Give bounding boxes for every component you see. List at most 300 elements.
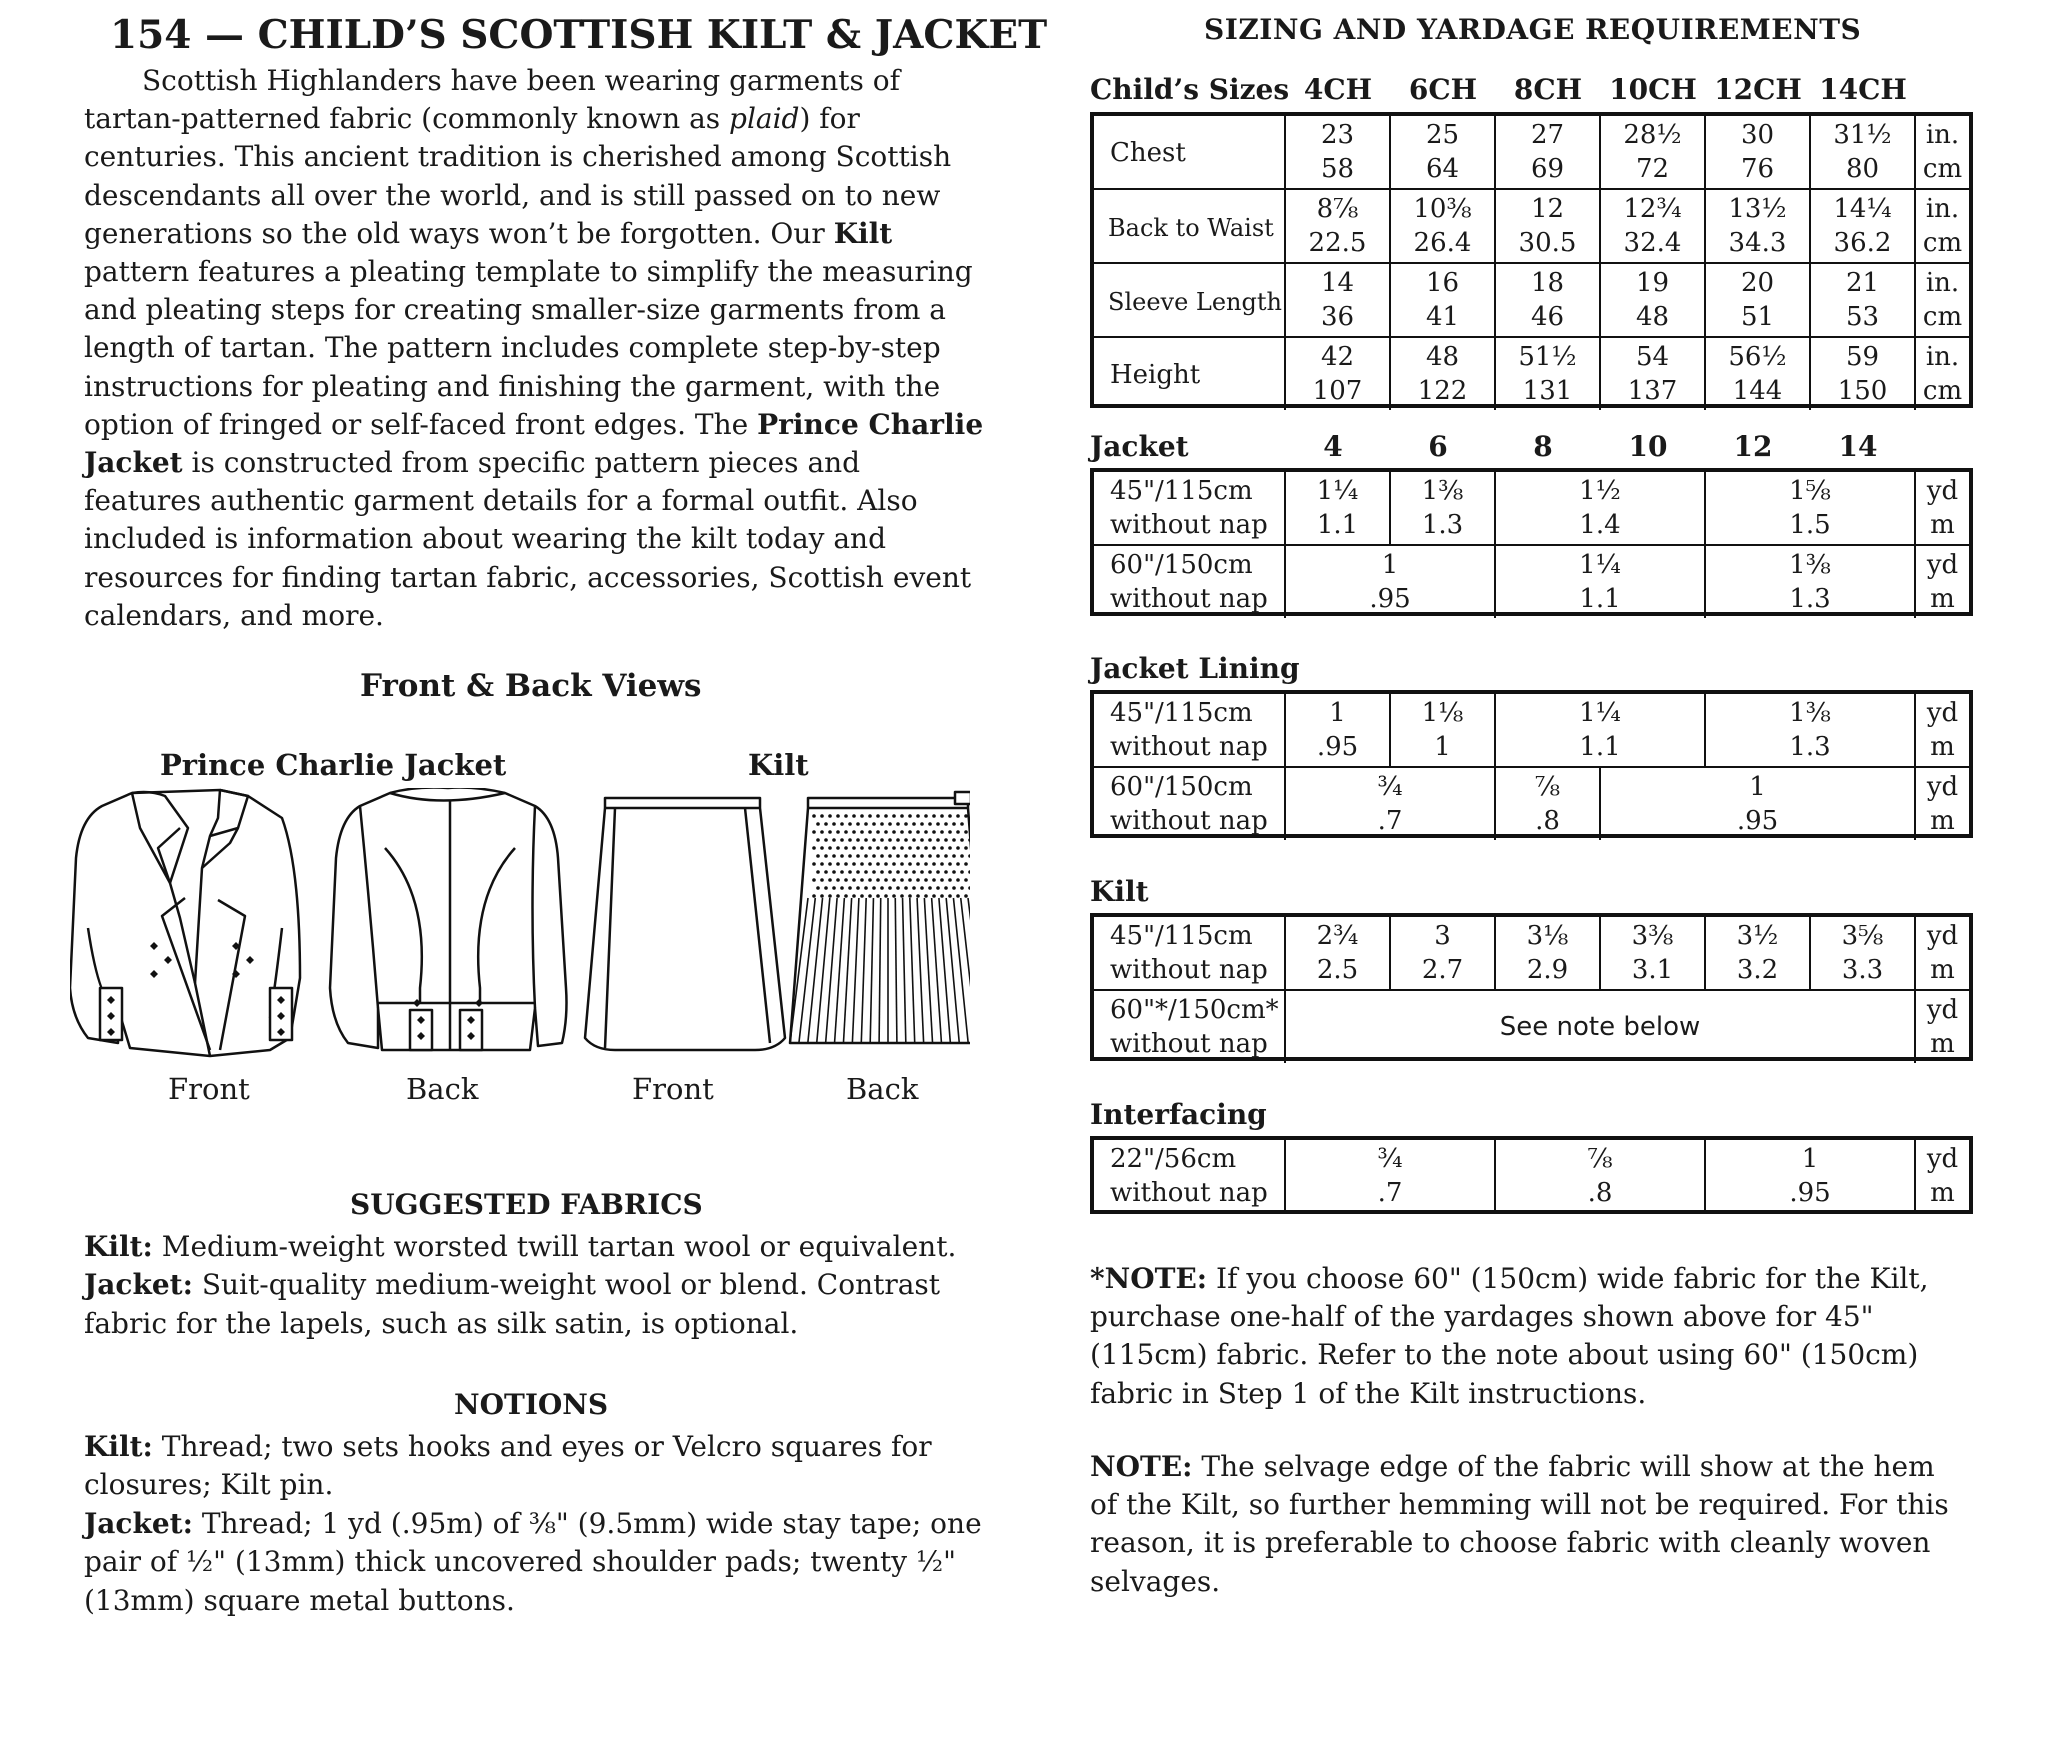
- kilt-table: [1090, 913, 1973, 1061]
- kilt-tartan-dot: [952, 870, 956, 874]
- kilt-tartan-dot: [936, 838, 940, 842]
- kilt-tartan-dot: [836, 862, 840, 866]
- interfacing-label: Interfacing: [1090, 1098, 1267, 1131]
- kilt-tartan-dot: [920, 886, 924, 890]
- kilt-tartan-dot: [960, 854, 964, 858]
- kilt-tartan-dot: [884, 878, 888, 882]
- cell-yd: 1: [1381, 550, 1399, 580]
- see-note-below: See note below: [1284, 991, 1914, 1063]
- size-col-4ch: 4CH: [1303, 73, 1373, 106]
- kilt-tartan-dot: [820, 894, 824, 898]
- cell-m: .8: [1535, 806, 1560, 836]
- notions-jacket-text: Thread; 1 yd (.95m) of ⅜" (9.5mm) wide stay tape; one pair of ½" (13mm) thick uncovered shoulder pads; twenty ½" (13mm) square metal buttons.: [84, 1506, 982, 1617]
- kilt-tartan-dot: [908, 878, 912, 882]
- kilt-tartan-dot: [912, 854, 916, 858]
- cell-m: .7: [1377, 806, 1403, 836]
- kilt-tartan-dot: [944, 870, 948, 874]
- cell-yd: 1¼: [1316, 476, 1359, 506]
- cell-in: 54: [1635, 342, 1670, 372]
- views-heading: Front & Back Views: [360, 668, 702, 704]
- cell-m: 1.1: [1579, 732, 1621, 762]
- cell-in: 27: [1530, 120, 1565, 150]
- cell-yd: 1⅜: [1789, 550, 1831, 580]
- cell-in: 48: [1425, 342, 1460, 372]
- width-label: 60"/150cm: [1110, 550, 1253, 580]
- kilt-tartan-dot: [916, 862, 920, 866]
- kilt-tartan-dot: [924, 814, 928, 818]
- cell-in: 16: [1425, 268, 1460, 298]
- cell-yd: 1⅜: [1421, 476, 1464, 506]
- cell-cm: 30.5: [1518, 228, 1577, 258]
- kilt-tartan-dot: [828, 878, 832, 882]
- kilt-tartan-dot: [888, 838, 892, 842]
- kilt-tartan-dot: [860, 814, 864, 818]
- cell-in: 20: [1740, 268, 1775, 298]
- kilt-tartan-dot: [856, 854, 860, 858]
- cell-cm: 41: [1425, 302, 1460, 332]
- kilt-tartan-dot: [880, 822, 884, 826]
- kilt-tartan-dot: [820, 830, 824, 834]
- kilt-tartan-dot: [880, 854, 884, 858]
- interfacing-row-22: [1094, 1140, 1969, 1212]
- kilt-tartan-dot: [844, 878, 848, 882]
- kilt-tartan-dot: [872, 838, 876, 842]
- cell-m: 1.5: [1789, 510, 1831, 540]
- kilt-tartan-dot: [872, 822, 876, 826]
- cell-m: 3.3: [1841, 955, 1884, 985]
- kilt-tartan-dot: [896, 838, 900, 842]
- lining-label: Jacket Lining: [1090, 652, 1300, 685]
- cell-yd: 1⅛: [1421, 698, 1464, 728]
- kilt-tartan-dot: [900, 846, 904, 850]
- note2-label: NOTE:: [1090, 1450, 1193, 1483]
- cell-in: 31½: [1833, 120, 1892, 150]
- unit-cm: cm: [1922, 154, 1963, 184]
- intro-prince-charlie: Prince Charlie Jacket: [84, 407, 984, 480]
- cell-m: 2.9: [1526, 955, 1569, 985]
- kilt-tartan-dot: [932, 878, 936, 882]
- lining-row-60: [1094, 766, 1969, 840]
- kilt-tartan-dot: [812, 814, 816, 818]
- nap-label: without nap: [1110, 732, 1268, 762]
- kilt-tartan-dot: [824, 886, 828, 890]
- unit-yd: yd: [1926, 1144, 1959, 1174]
- kilt-tartan-dot: [940, 830, 944, 834]
- fabrics-kilt-label: Kilt:: [84, 1230, 153, 1263]
- kilt-tartan-dot: [888, 870, 892, 874]
- kilt-tartan-dot: [920, 870, 924, 874]
- kilt-tartan-dot: [852, 894, 856, 898]
- unit-cm: cm: [1922, 376, 1963, 406]
- kilt-tartan-dot: [844, 894, 848, 898]
- cell-m: .95: [1789, 1178, 1831, 1208]
- note1-text: If you choose 60" (150cm) wide fabric for the Kilt, purchase one-half of the yardages shown above for 45" (115cm) fabric. Refer to the note about using 60" (150cm) fabric in Step 1 of the Kilt instructions.: [1090, 1262, 1929, 1410]
- kilt-tartan-dot: [840, 838, 844, 842]
- kilt-tartan-dot: [924, 894, 928, 898]
- kilt-tartan-dot: [816, 838, 820, 842]
- kilt-tartan-dot: [884, 814, 888, 818]
- unit-yd: yd: [1926, 476, 1959, 506]
- page-title: 154 — CHILD’S SCOTTISH KILT & JACKET: [110, 12, 1048, 58]
- row-label: Height: [1110, 360, 1201, 390]
- kilt-tartan-dot: [860, 878, 864, 882]
- cell-m: 1.4: [1579, 510, 1621, 540]
- width-label: 45"/115cm: [1110, 476, 1253, 506]
- kilt-tartan-dot: [824, 854, 828, 858]
- child-sizes-label: Child’s Sizes: [1090, 73, 1290, 106]
- kilt-tartan-dot: [920, 822, 924, 826]
- kilt-tartan-dot: [932, 814, 936, 818]
- kilt-tartan-dot: [856, 838, 860, 842]
- kilt-tartan-dot: [848, 870, 852, 874]
- cell-yd: 3⅜: [1631, 921, 1674, 951]
- kilt-tartan-dot: [820, 846, 824, 850]
- kilt-tartan-dot: [848, 838, 852, 842]
- kilt-tartan-dot: [952, 886, 956, 890]
- kilt-tartan-dot: [916, 878, 920, 882]
- kilt-tartan-dot: [912, 870, 916, 874]
- kilt-tartan-dot: [956, 846, 960, 850]
- unit-in: in.: [1925, 194, 1960, 224]
- kilt-tartan-dot: [852, 862, 856, 866]
- notions-text: [84, 1428, 984, 1620]
- kilt-tartan-dot: [840, 870, 844, 874]
- suggested-fabrics-text: [84, 1228, 984, 1343]
- kilt-tartan-dot: [912, 822, 916, 826]
- kilt-tartan-dot: [952, 854, 956, 858]
- kilt-views-heading: Kilt: [748, 748, 809, 782]
- fabrics-kilt-text: Medium-weight worsted twill tartan wool or equivalent.: [152, 1230, 957, 1263]
- intro-text-3: pattern features a pleating template to simplify the measuring and pleating steps for creating smaller-size garments from a length of tartan. The pattern includes complete step-by-step instructions for pleating and finishing the garment, with the option of fringed or self-faced front edges. The: [84, 255, 973, 441]
- lining-row-45: [1094, 694, 1969, 766]
- caption-kilt-front: Front: [632, 1072, 714, 1106]
- unit-m: m: [1930, 1178, 1955, 1208]
- cell-m: 2.5: [1316, 955, 1359, 985]
- cell-cm: 150: [1837, 376, 1888, 406]
- kilt-tartan-dot: [900, 878, 904, 882]
- kilt-tartan-dot: [940, 862, 944, 866]
- kilt-tartan-dot: [964, 862, 968, 866]
- kilt-tartan-dot: [944, 886, 948, 890]
- jacket-size-8: 8: [1533, 430, 1553, 463]
- kilt-tartan-dot: [944, 822, 948, 826]
- kilt-tartan-dot: [916, 830, 920, 834]
- kilt-tartan-dot: [900, 862, 904, 866]
- cell-yd: 1: [1801, 1144, 1819, 1174]
- kilt-tartan-dot: [904, 822, 908, 826]
- kilt-tartan-dot: [928, 886, 932, 890]
- cell-m: 1.1: [1316, 510, 1359, 540]
- kilt-tartan-dot: [852, 878, 856, 882]
- kilt-tartan-dot: [932, 894, 936, 898]
- unit-in: in.: [1925, 268, 1960, 298]
- intro-text-1: Scottish Highlanders have been wearing garments of tartan-patterned fabric (commonly known as: [84, 64, 900, 136]
- cell-m: 1.3: [1789, 584, 1831, 614]
- jacket-size-12: 12: [1733, 430, 1773, 463]
- kilt-tartan-dot: [884, 862, 888, 866]
- sizing-heading: SIZING AND YARDAGE REQUIREMENTS: [1204, 13, 1862, 46]
- kilt-tartan-dot: [948, 894, 952, 898]
- kilt-tartan-dot: [924, 862, 928, 866]
- kilt-tartan-dot: [884, 846, 888, 850]
- kilt-tartan-dot: [812, 862, 816, 866]
- kilt-tartan-dot: [940, 878, 944, 882]
- kilt-tartan-dot: [952, 838, 956, 842]
- cell-in: 25: [1425, 120, 1460, 150]
- cell-m: .95: [1316, 732, 1359, 762]
- cell-in: 8⅞: [1316, 194, 1359, 224]
- kilt-tartan-dot: [956, 830, 960, 834]
- kilt-tartan-dot: [852, 846, 856, 850]
- nap-label: without nap: [1110, 955, 1268, 985]
- jacket-front-illustration: [70, 790, 300, 1056]
- nap-label: without nap: [1110, 584, 1268, 614]
- notions-kilt-label: Kilt:: [84, 1430, 153, 1463]
- cell-m: 1.3: [1421, 510, 1464, 540]
- row-label: Sleeve Length: [1108, 288, 1282, 316]
- kilt-tartan-dot: [832, 838, 836, 842]
- cell-m: .95: [1736, 806, 1779, 836]
- cell-yd: 2¾: [1316, 921, 1359, 951]
- kilt-tartan-dot: [876, 878, 880, 882]
- kilt-tartan-dot: [892, 894, 896, 898]
- kilt-tartan-dot: [816, 870, 820, 874]
- cell-m: 1: [1434, 732, 1451, 762]
- kilt-tartan-dot: [916, 846, 920, 850]
- kilt-tartan-dot: [932, 862, 936, 866]
- kilt-tartan-dot: [944, 838, 948, 842]
- kilt-tartan-dot: [936, 854, 940, 858]
- kilt-60in-note: [1090, 1260, 1970, 1413]
- kilt-tartan-dot: [844, 814, 848, 818]
- cell-cm: 26.4: [1413, 228, 1472, 258]
- caption-jacket-back: Back: [406, 1072, 479, 1106]
- kilt-tartan-dot: [816, 854, 820, 858]
- cell-m: 3.1: [1631, 955, 1674, 985]
- measurement-row: [1094, 262, 1969, 338]
- kilt-row-60: [1094, 989, 1969, 1063]
- cell-cm: 122: [1417, 376, 1468, 406]
- interfacing-table: [1090, 1136, 1973, 1214]
- cell-cm: 32.4: [1623, 228, 1682, 258]
- kilt-tartan-dot: [860, 830, 864, 834]
- kilt-tartan-dot: [816, 822, 820, 826]
- kilt-tartan-dot: [964, 830, 968, 834]
- kilt-tartan-dot: [856, 822, 860, 826]
- kilt-tartan-dot: [908, 894, 912, 898]
- cell-in: 18: [1530, 268, 1565, 298]
- kilt-tartan-dot: [892, 862, 896, 866]
- kilt-tartan-dot: [964, 846, 968, 850]
- kilt-tartan-dot: [832, 870, 836, 874]
- kilt-tartan-dot: [840, 854, 844, 858]
- size-col-14ch: 14CH: [1819, 73, 1907, 106]
- kilt-tartan-dot: [888, 854, 892, 858]
- cell-in: 14: [1320, 268, 1355, 298]
- cell-yd: 1¼: [1579, 550, 1621, 580]
- kilt-tartan-dot: [860, 862, 864, 866]
- kilt-tartan-dot: [872, 854, 876, 858]
- nap-label: without nap: [1110, 1178, 1268, 1208]
- size-col-10ch: 10CH: [1609, 73, 1697, 106]
- kilt-tartan-dot: [956, 814, 960, 818]
- intro-text-4: is constructed from specific pattern pieces and features authentic garment details for a formal outfit. Also included is information about wearing the kilt today and resources for finding tartan fabric, accessories, Scottish event calendars, and more.: [84, 446, 972, 632]
- kilt-tartan-dot: [836, 814, 840, 818]
- kilt-tartan-dot: [868, 830, 872, 834]
- kilt-tartan-dot: [820, 862, 824, 866]
- kilt-tartan-dot: [912, 886, 916, 890]
- kilt-tartan-dot: [860, 846, 864, 850]
- kilt-tartan-dot: [936, 870, 940, 874]
- kilt-tartan-dot: [820, 878, 824, 882]
- kilt-tartan-dot: [836, 846, 840, 850]
- cell-in: 23: [1320, 120, 1355, 150]
- intro-paragraph: [84, 62, 984, 635]
- kilt-tartan-dot: [836, 878, 840, 882]
- kilt-tartan-dot: [868, 878, 872, 882]
- kilt-tartan-dot: [812, 894, 816, 898]
- cell-cm: 48: [1635, 302, 1670, 332]
- cell-cm: 36.2: [1833, 228, 1892, 258]
- kilt-tartan-dot: [884, 830, 888, 834]
- cell-m: 2.7: [1421, 955, 1464, 985]
- cell-cm: 46: [1530, 302, 1565, 332]
- cell-cm: 34.3: [1728, 228, 1787, 258]
- fabrics-jacket-label: Jacket:: [84, 1268, 193, 1302]
- cell-in: 13½: [1728, 194, 1787, 224]
- cell-in: 42: [1320, 342, 1355, 372]
- kilt-tartan-dot: [876, 862, 880, 866]
- unit-m: m: [1930, 806, 1955, 836]
- cell-cm: 144: [1732, 376, 1783, 406]
- cell-yd: ¾: [1377, 1144, 1403, 1174]
- unit-m: m: [1930, 510, 1955, 540]
- kilt-tartan-dot: [848, 854, 852, 858]
- kilt-tartan-dot: [920, 838, 924, 842]
- kilt-row-45: [1094, 917, 1969, 989]
- kilt-tartan-dot: [828, 862, 832, 866]
- kilt-tartan-dot: [844, 862, 848, 866]
- kilt-tartan-dot: [936, 886, 940, 890]
- kilt-tartan-dot: [840, 822, 844, 826]
- unit-m: m: [1930, 955, 1955, 985]
- kilt-tartan-dot: [928, 870, 932, 874]
- cell-in: 56½: [1728, 342, 1787, 372]
- cell-cm: 51: [1740, 302, 1775, 332]
- measurements-table: [1090, 112, 1973, 408]
- kilt-tartan-dot: [816, 886, 820, 890]
- cell-in: 19: [1635, 268, 1670, 298]
- kilt-tartan-dot: [868, 894, 872, 898]
- jacket-row-60: [1094, 544, 1969, 618]
- kilt-front-illustration: [585, 798, 785, 1050]
- kilt-tartan-dot: [964, 878, 968, 882]
- width-label: 45"/115cm: [1110, 698, 1253, 728]
- kilt-tartan-dot: [864, 870, 868, 874]
- kilt-tartan-dot: [852, 814, 856, 818]
- cell-yd: ¾: [1377, 772, 1403, 802]
- kilt-tartan-dot: [932, 830, 936, 834]
- cell-in: 14¼: [1833, 194, 1892, 224]
- width-label: 22"/56cm: [1110, 1144, 1237, 1174]
- kilt-tartan-dot: [888, 886, 892, 890]
- cell-cm: 69: [1530, 154, 1565, 184]
- kilt-tartan-dot: [904, 886, 908, 890]
- kilt-tartan-dot: [904, 838, 908, 842]
- nap-label: without nap: [1110, 510, 1268, 540]
- jacket-label: Jacket: [1090, 430, 1189, 463]
- cell-yd: 1½: [1579, 476, 1621, 506]
- kilt-tartan-dot: [824, 838, 828, 842]
- row-label: Back to Waist: [1108, 214, 1274, 242]
- unit-m: m: [1930, 1029, 1955, 1059]
- kilt-tartan-dot: [860, 894, 864, 898]
- caption-kilt-back: Back: [846, 1072, 919, 1106]
- suggested-fabrics-heading: SUGGESTED FABRICS: [350, 1188, 703, 1221]
- unit-yd: yd: [1926, 698, 1959, 728]
- cell-m: .95: [1369, 584, 1411, 614]
- cell-yd: 3: [1434, 921, 1451, 951]
- notions-jacket-label: Jacket:: [84, 1506, 193, 1540]
- kilt-tartan-dot: [936, 822, 940, 826]
- kilt-tartan-dot: [940, 894, 944, 898]
- kilt-tartan-dot: [844, 846, 848, 850]
- kilt-tartan-dot: [876, 846, 880, 850]
- kilt-tartan-dot: [864, 886, 868, 890]
- jacket-table: [1090, 468, 1973, 616]
- cell-yd: 1¼: [1579, 698, 1621, 728]
- kilt-tartan-dot: [820, 814, 824, 818]
- kilt-tartan-dot: [948, 846, 952, 850]
- size-col-8ch: 8CH: [1513, 73, 1583, 106]
- kilt-tartan-dot: [892, 830, 896, 834]
- kilt-tartan-dot: [940, 846, 944, 850]
- unit-yd: yd: [1926, 550, 1959, 580]
- kilt-tartan-dot: [844, 830, 848, 834]
- cell-in: 21: [1845, 268, 1880, 298]
- kilt-tartan-dot: [876, 814, 880, 818]
- size-col-12ch: 12CH: [1714, 73, 1802, 106]
- garment-illustrations: [70, 788, 970, 1078]
- kilt-tartan-dot: [908, 830, 912, 834]
- kilt-tartan-dot: [908, 862, 912, 866]
- kilt-tartan-dot: [876, 830, 880, 834]
- kilt-tartan-dot: [960, 838, 964, 842]
- kilt-tartan-dot: [868, 814, 872, 818]
- kilt-tartan-dot: [836, 894, 840, 898]
- jacket-size-14: 14: [1838, 430, 1878, 463]
- intro-text-2: ) for centuries. This ancient tradition is cherished among Scottish descendants all over the world, and is still passed on to new generations so the old ways won’t be forgotten. Our: [84, 102, 952, 250]
- kilt-tartan-dot: [836, 830, 840, 834]
- lining-table: [1090, 690, 1973, 838]
- kilt-tartan-dot: [924, 830, 928, 834]
- kilt-tartan-dot: [896, 822, 900, 826]
- note1-label: *NOTE:: [1090, 1262, 1208, 1295]
- unit-yd: yd: [1926, 772, 1959, 802]
- cell-in: 28½: [1623, 120, 1682, 150]
- kilt-tartan-dot: [828, 814, 832, 818]
- kilt-tartan-dot: [964, 894, 968, 898]
- kilt-tartan-dot: [940, 814, 944, 818]
- cell-yd: 1: [1329, 698, 1346, 728]
- kilt-tartan-dot: [920, 854, 924, 858]
- cell-cm: 53: [1845, 302, 1880, 332]
- kilt-tartan-dot: [876, 894, 880, 898]
- kilt-tartan-dot: [880, 838, 884, 842]
- kilt-tartan-dot: [892, 814, 896, 818]
- kilt-label: Kilt: [1090, 875, 1149, 908]
- cell-cm: 76: [1740, 154, 1775, 184]
